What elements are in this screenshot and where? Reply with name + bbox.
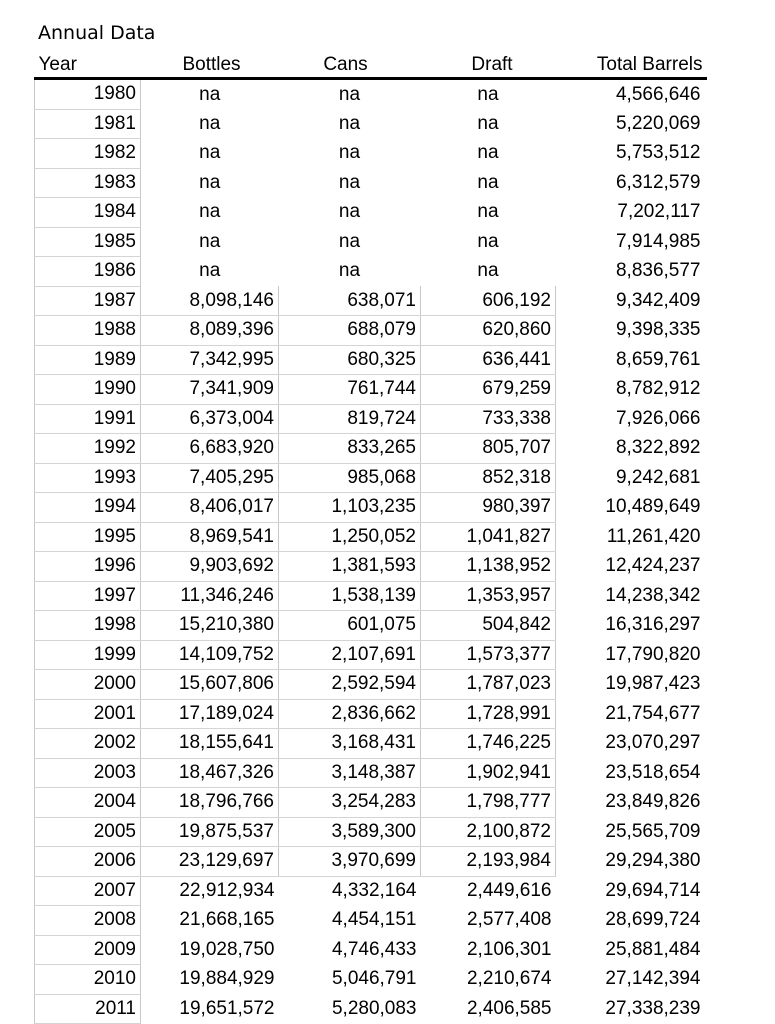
year-cell: 1997 <box>35 581 141 611</box>
draft-cell: 504,842 <box>421 611 556 641</box>
bottles-cell: 11,346,246 <box>141 581 279 611</box>
bottles-cell: 22,912,934 <box>179 880 275 901</box>
table-row <box>35 168 707 198</box>
year-cell: 2001 <box>35 699 141 729</box>
header-total-barrels: Total Barrels <box>556 53 707 79</box>
draft-cell: 1,041,827 <box>421 522 556 552</box>
bottles-cell: 19,651,572 <box>179 997 275 1019</box>
total-barrels-cell: 21,754,677 <box>605 702 701 724</box>
year-cell: 1980 <box>35 79 141 110</box>
bottles-cell: 7,405,295 <box>141 463 279 493</box>
total-barrels-cell: 12,424,237 <box>605 555 701 577</box>
draft-cell: na <box>477 201 499 223</box>
draft-cell: 2,106,301 <box>466 938 552 960</box>
table-row <box>35 316 707 346</box>
year-cell: 1993 <box>35 463 141 493</box>
bottles-cell: na <box>199 230 221 252</box>
draft-cell: 2,193,984 <box>421 847 556 877</box>
total-barrels-cell: 11,261,420 <box>606 525 701 547</box>
table-row <box>35 906 707 936</box>
table-row <box>35 434 707 464</box>
table-row <box>35 139 707 169</box>
year-cell: 2010 <box>35 965 141 995</box>
table-row <box>35 670 707 700</box>
total-barrels-cell: 8,322,892 <box>615 437 701 459</box>
table-row <box>35 965 707 995</box>
table-row <box>35 817 707 847</box>
bottles-cell: 6,683,920 <box>141 434 279 464</box>
total-barrels-cell: 10,489,649 <box>605 496 701 518</box>
year-cell: 2006 <box>35 847 141 877</box>
cans-cell: 1,103,235 <box>279 493 421 523</box>
table-row <box>35 699 707 729</box>
table-row <box>35 375 707 405</box>
total-barrels-cell: 25,881,484 <box>605 938 701 960</box>
table-row <box>35 788 707 818</box>
total-barrels-cell: 4,566,646 <box>615 83 701 105</box>
cans-cell: 819,724 <box>279 404 421 434</box>
table-row <box>35 581 707 611</box>
table-row <box>35 345 707 375</box>
cans-cell: 4,454,151 <box>331 909 417 931</box>
bottles-cell: 18,796,766 <box>141 788 279 818</box>
total-barrels-cell: 27,142,394 <box>605 968 701 990</box>
bottles-cell: 19,875,537 <box>141 817 279 847</box>
cans-cell: 688,079 <box>279 316 421 346</box>
draft-cell: 606,192 <box>421 286 556 316</box>
cans-cell: 5,280,083 <box>331 997 417 1019</box>
year-cell: 1995 <box>35 522 141 552</box>
year-cell: 1984 <box>35 198 141 228</box>
bottles-cell: 19,884,929 <box>179 968 275 990</box>
year-cell: 1988 <box>35 316 141 346</box>
total-barrels-cell: 23,070,297 <box>605 732 701 754</box>
total-barrels-cell: 29,694,714 <box>605 879 701 901</box>
year-cell: 1986 <box>35 257 141 287</box>
table-row <box>35 227 707 257</box>
bottles-cell: 18,155,641 <box>141 729 279 759</box>
bottles-cell: 14,109,752 <box>141 640 279 670</box>
header-cans: Cans <box>279 53 421 79</box>
draft-cell: na <box>477 171 499 193</box>
total-barrels-cell: 16,316,297 <box>605 614 701 636</box>
bottles-cell: 18,467,326 <box>141 758 279 788</box>
bottles-cell: 15,210,380 <box>141 611 279 641</box>
year-cell: 2008 <box>35 906 141 936</box>
bottles-cell: 21,668,165 <box>179 909 275 931</box>
cans-cell: 2,592,594 <box>279 670 421 700</box>
draft-cell: 1,746,225 <box>421 729 556 759</box>
total-barrels-cell: 7,926,066 <box>615 407 701 429</box>
year-cell: 2000 <box>35 670 141 700</box>
draft-cell: na <box>477 142 499 164</box>
year-cell: 2011 <box>35 994 141 1024</box>
total-barrels-cell: 5,753,512 <box>615 142 701 164</box>
bottles-cell: na <box>199 112 221 134</box>
table-row <box>35 994 707 1024</box>
bottles-cell: 8,969,541 <box>141 522 279 552</box>
total-barrels-cell: 25,565,709 <box>605 820 701 842</box>
year-cell: 1982 <box>35 139 141 169</box>
bottles-cell: 9,903,692 <box>141 552 279 582</box>
draft-cell: 679,259 <box>421 375 556 405</box>
table-row <box>35 611 707 641</box>
cans-cell: na <box>338 142 361 164</box>
table-row <box>35 847 707 877</box>
cans-cell: na <box>338 260 361 282</box>
cans-cell: na <box>338 230 361 252</box>
cans-cell: 680,325 <box>279 345 421 375</box>
year-cell: 1987 <box>35 286 141 316</box>
cans-cell: 1,250,052 <box>279 522 421 552</box>
table-row <box>35 198 707 228</box>
cans-cell: 3,168,431 <box>279 729 421 759</box>
bottles-cell: 17,189,024 <box>141 699 279 729</box>
draft-cell: 1,353,957 <box>421 581 556 611</box>
year-cell: 1999 <box>35 640 141 670</box>
cans-cell: 3,254,283 <box>279 788 421 818</box>
draft-cell: 2,449,616 <box>466 880 552 901</box>
table-row <box>35 640 707 670</box>
table-row <box>35 935 707 965</box>
year-cell: 1996 <box>35 552 141 582</box>
year-cell: 1985 <box>35 227 141 257</box>
table-row <box>35 522 707 552</box>
bottles-cell: na <box>199 260 221 282</box>
cans-cell: 985,068 <box>279 463 421 493</box>
draft-cell: 2,406,585 <box>466 997 552 1019</box>
draft-cell: 620,860 <box>421 316 556 346</box>
draft-cell: 636,441 <box>421 345 556 375</box>
bottles-cell: na <box>199 83 221 105</box>
bottles-cell: 23,129,697 <box>141 847 279 877</box>
total-barrels-cell: 27,338,239 <box>605 997 701 1019</box>
table-row <box>35 286 707 316</box>
total-barrels-cell: 6,312,579 <box>615 171 701 193</box>
total-barrels-cell: 8,659,761 <box>615 348 701 370</box>
cans-cell: 1,381,593 <box>279 552 421 582</box>
total-barrels-cell: 9,342,409 <box>615 289 701 311</box>
draft-cell: na <box>477 83 499 105</box>
total-barrels-cell: 5,220,069 <box>615 112 701 134</box>
bottles-cell: 19,028,750 <box>179 938 275 960</box>
year-cell: 1990 <box>35 375 141 405</box>
cans-cell: na <box>338 112 361 134</box>
cans-cell: na <box>338 201 361 223</box>
bottles-cell: na <box>199 201 221 223</box>
total-barrels-cell: 23,518,654 <box>605 761 701 783</box>
bottles-cell: 8,406,017 <box>141 493 279 523</box>
table-row <box>35 404 707 434</box>
draft-cell: na <box>477 112 499 134</box>
draft-cell: 1,573,377 <box>421 640 556 670</box>
header-bottles: Bottles <box>141 53 279 79</box>
total-barrels-cell: 7,914,985 <box>615 230 701 252</box>
bottles-cell: 7,342,995 <box>141 345 279 375</box>
draft-cell: 852,318 <box>421 463 556 493</box>
cans-cell: 833,265 <box>279 434 421 464</box>
total-barrels-cell: 23,849,826 <box>605 791 701 813</box>
draft-cell: 1,138,952 <box>421 552 556 582</box>
draft-cell: 1,902,941 <box>421 758 556 788</box>
cans-cell: na <box>338 83 361 105</box>
draft-cell: na <box>477 260 499 282</box>
total-barrels-cell: 8,782,912 <box>615 378 701 400</box>
draft-cell: 2,577,408 <box>466 909 552 931</box>
total-barrels-cell: 17,790,820 <box>605 643 701 665</box>
draft-cell: 980,397 <box>421 493 556 523</box>
total-barrels-cell: 19,987,423 <box>605 673 701 695</box>
year-cell: 2003 <box>35 758 141 788</box>
table-row <box>35 729 707 759</box>
cans-cell: 4,332,164 <box>331 880 417 901</box>
draft-cell: na <box>477 230 499 252</box>
bottles-cell: 15,607,806 <box>141 670 279 700</box>
total-barrels-cell: 9,398,335 <box>615 319 701 341</box>
draft-cell: 2,100,872 <box>421 817 556 847</box>
header-row <box>35 53 707 79</box>
draft-cell: 1,728,991 <box>421 699 556 729</box>
bottles-cell: 6,373,004 <box>141 404 279 434</box>
year-cell: 2009 <box>35 935 141 965</box>
draft-cell: 2,210,674 <box>466 968 552 990</box>
total-barrels-cell: 7,202,117 <box>617 201 701 223</box>
draft-cell: 733,338 <box>421 404 556 434</box>
annual-data-table <box>34 53 707 1024</box>
cans-cell: 2,107,691 <box>279 640 421 670</box>
cans-cell: 5,046,791 <box>331 968 417 990</box>
table-row <box>35 463 707 493</box>
year-cell: 1989 <box>35 345 141 375</box>
cans-cell: 761,744 <box>279 375 421 405</box>
total-barrels-cell: 14,238,342 <box>605 584 701 606</box>
year-cell: 1981 <box>35 109 141 139</box>
total-barrels-cell: 8,836,577 <box>615 260 701 282</box>
bottles-cell: 8,089,396 <box>141 316 279 346</box>
draft-cell: 1,787,023 <box>421 670 556 700</box>
total-barrels-cell: 28,699,724 <box>605 909 701 931</box>
bottles-cell: 8,098,146 <box>141 286 279 316</box>
bottles-cell: na <box>199 142 221 164</box>
bottles-cell: 7,341,909 <box>141 375 279 405</box>
cans-cell: 1,538,139 <box>279 581 421 611</box>
table-row <box>35 758 707 788</box>
total-barrels-cell: 29,294,380 <box>605 850 701 872</box>
year-cell: 2002 <box>35 729 141 759</box>
table-row <box>35 257 707 287</box>
year-cell: 2005 <box>35 817 141 847</box>
cans-cell: 3,589,300 <box>279 817 421 847</box>
table-row <box>35 552 707 582</box>
year-cell: 2007 <box>35 876 141 906</box>
year-cell: 1991 <box>35 404 141 434</box>
year-cell: 2004 <box>35 788 141 818</box>
table-row <box>35 493 707 523</box>
header-year: Year <box>35 53 141 79</box>
year-cell: 1983 <box>35 168 141 198</box>
table-row <box>35 876 707 906</box>
table-caption: Annual Data <box>38 22 156 44</box>
cans-cell: 4,746,433 <box>331 938 417 960</box>
year-cell: 1992 <box>35 434 141 464</box>
draft-cell: 805,707 <box>421 434 556 464</box>
cans-cell: 638,071 <box>279 286 421 316</box>
cans-cell: 3,148,387 <box>279 758 421 788</box>
cans-cell: na <box>338 171 361 193</box>
table-row <box>35 79 707 110</box>
cans-cell: 2,836,662 <box>279 699 421 729</box>
year-cell: 1998 <box>35 611 141 641</box>
table-row <box>35 109 707 139</box>
cans-cell: 3,970,699 <box>279 847 421 877</box>
year-cell: 1994 <box>35 493 141 523</box>
bottles-cell: na <box>199 171 221 193</box>
total-barrels-cell: 9,242,681 <box>615 466 701 488</box>
cans-cell: 601,075 <box>279 611 421 641</box>
header-draft: Draft <box>421 53 556 79</box>
draft-cell: 1,798,777 <box>421 788 556 818</box>
